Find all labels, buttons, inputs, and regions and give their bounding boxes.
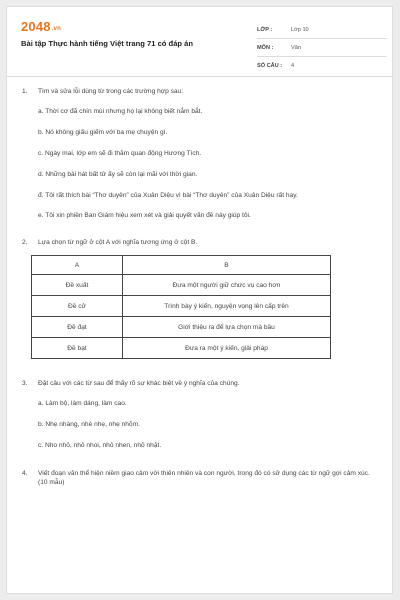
table-cell-meaning: Đưa một người giữ chức vụ cao hơn bbox=[123, 275, 331, 296]
matching-table bbox=[31, 255, 331, 359]
question-text: Tìm và sửa lỗi dùng từ trong các trường hợp sau: bbox=[38, 88, 184, 95]
question-number: 1. bbox=[22, 88, 28, 95]
meta-row-subject bbox=[257, 39, 387, 57]
question-3-option-c: c. Nho nhỏ, nhỏ nhoi, nhỏ nhen, nhỏ nhặt. bbox=[38, 442, 162, 449]
column-header-b: B bbox=[123, 256, 331, 275]
question-number: 4. bbox=[22, 470, 28, 477]
question-1-option-a: a. Thời cơ đã chín mùi nhưng họ lại không biết nắm bắt. bbox=[38, 108, 203, 115]
logo-suffix-text: .vn bbox=[51, 26, 62, 32]
table-cell-meaning: Đưa ra một ý kiến, giải pháp bbox=[123, 338, 331, 359]
table-row bbox=[32, 317, 331, 338]
meta-value-class: Lớp 10 bbox=[291, 26, 309, 33]
meta-row-class bbox=[257, 21, 387, 39]
table-row bbox=[32, 275, 331, 296]
question-3-option-a: a. Làm bộ, làm dáng, làm cao. bbox=[38, 400, 127, 407]
question-1-option-b: b. Nó không giấu giếm với ba mẹ chuyện gì. bbox=[38, 129, 168, 136]
table-cell-term: Đề cử bbox=[32, 296, 123, 317]
meta-value-subject: Văn bbox=[291, 44, 301, 51]
worksheet-page bbox=[6, 6, 393, 594]
table-cell-term: Đề bạt bbox=[32, 338, 123, 359]
worksheet-header bbox=[7, 7, 392, 73]
site-logo[interactable] bbox=[21, 19, 61, 34]
question-1-option-e: e. Tôi xin phiền Ban Giám hiệu xem xét và giải quyết vấn đề này giúp tôi. bbox=[38, 212, 251, 219]
table-cell-term: Đề xuất bbox=[32, 275, 123, 296]
question-number: 2. bbox=[22, 239, 28, 246]
header-divider bbox=[7, 76, 392, 77]
table-cell-meaning: Trình bày ý kiến, nguyện vọng lên cấp trên bbox=[123, 296, 331, 317]
meta-row-question-count bbox=[257, 57, 387, 74]
table-cell-meaning: Giới thiệu ra để lựa chọn mà bầu bbox=[123, 317, 331, 338]
logo-main-text: 2048 bbox=[21, 19, 51, 34]
question-text: Đặt câu với các từ sau để thấy rõ sự khác biệt về ý nghĩa của chúng. bbox=[38, 380, 240, 387]
meta-label-subject: MÔN : bbox=[257, 44, 274, 51]
column-header-a: A bbox=[32, 256, 123, 275]
question-text: Lựa chọn từ ngữ ở cột A với nghĩa tương ứng ở cột B. bbox=[38, 239, 198, 246]
question-3-option-b: b. Nhẹ nhàng, nhè nhẹ, nhẹ nhõm. bbox=[38, 421, 140, 428]
question-1-option-d: d. Những bài hát bất tử ấy sẽ còn lại mãi với thời gian. bbox=[38, 171, 198, 178]
meta-value-question-count: 4 bbox=[291, 62, 295, 69]
table-row bbox=[32, 296, 331, 317]
meta-label-question-count: SỐ CÂU : bbox=[257, 62, 283, 69]
question-text: Viết đoạn văn thể hiện niềm giao cảm với thiên nhiên và con người, trong đó có sử dụng các từ ngữ gợi cảm xúc. (10 mẫu) bbox=[38, 470, 370, 486]
table-header-row bbox=[32, 256, 331, 275]
table-row bbox=[32, 338, 331, 359]
table-cell-term: Đề đạt bbox=[32, 317, 123, 338]
document-title: Bài tập Thực hành tiếng Việt trang 71 có đáp án bbox=[21, 39, 194, 48]
question-1-option-dd: đ. Tôi rất thích bài “Thơ duyên” của Xuân Diệu vì bài “Thơ duyên” của Xuân Diệu rất hay. bbox=[38, 192, 298, 199]
worksheet-meta bbox=[257, 21, 387, 74]
meta-label-class: LỚP : bbox=[257, 26, 273, 33]
question-number: 3. bbox=[22, 380, 28, 387]
question-1-option-c: c. Ngày mai, lớp em sẽ đi thăm quan động Hương Tích. bbox=[38, 150, 202, 157]
